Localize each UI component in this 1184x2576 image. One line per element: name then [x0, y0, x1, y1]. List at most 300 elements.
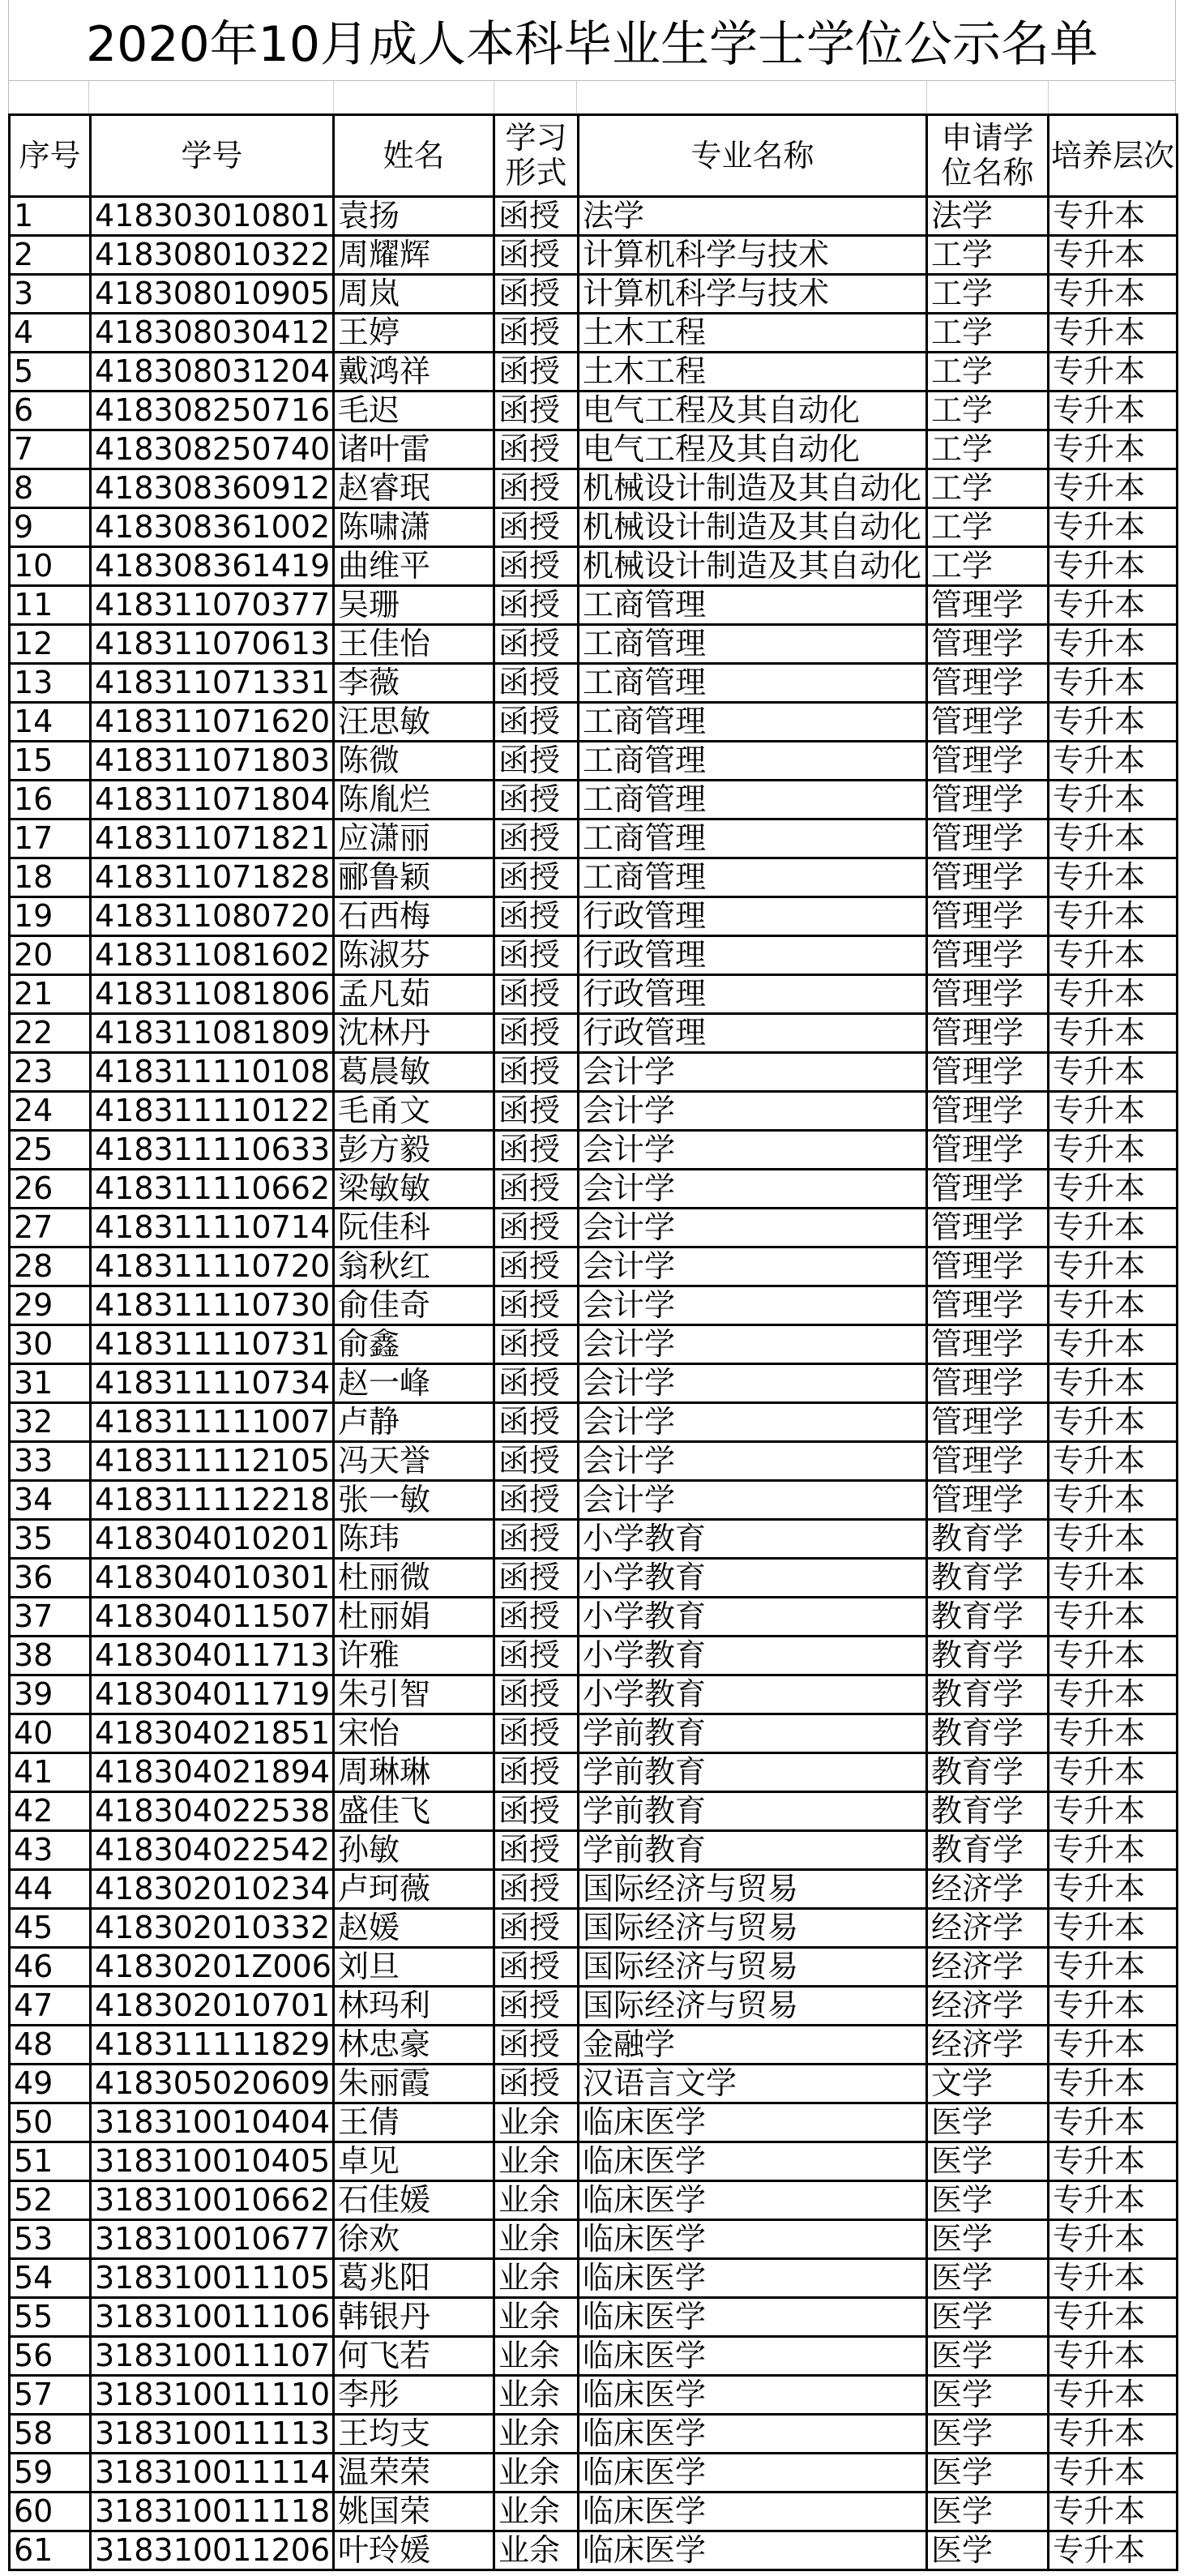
cell-major: 临床医学 — [579, 2415, 927, 2454]
cell-level: 专升本 — [1049, 1559, 1178, 1598]
cell-no: 55 — [10, 2298, 91, 2337]
cell-degree: 经济学 — [927, 1909, 1049, 1948]
cell-no: 60 — [10, 2493, 91, 2531]
cell-degree: 管理学 — [927, 1247, 1049, 1286]
cell-study-form: 函授 — [494, 353, 579, 392]
cell-name: 郦鲁颖 — [334, 858, 494, 897]
cell-student-id: 418302010234 — [91, 1870, 334, 1909]
table-row — [10, 547, 1178, 586]
cell-degree: 医学 — [927, 2142, 1049, 2181]
cell-degree: 管理学 — [927, 742, 1049, 781]
table-row — [10, 1870, 1178, 1909]
cell-level: 专升本 — [1049, 2531, 1178, 2570]
cell-student-id: 418308250740 — [91, 430, 334, 469]
cell-study-form: 函授 — [494, 586, 579, 625]
table-row — [10, 1364, 1178, 1403]
cell-study-form: 业余 — [494, 2142, 579, 2181]
table-row — [10, 2065, 1178, 2103]
cell-no: 20 — [10, 936, 91, 975]
cell-major: 汉语言文学 — [579, 2065, 927, 2103]
cell-student-id: 418311071828 — [91, 858, 334, 897]
cell-no: 15 — [10, 742, 91, 781]
cell-student-id: 418311071620 — [91, 703, 334, 742]
table-row — [10, 1247, 1178, 1286]
cell-name: 李彤 — [334, 2376, 494, 2415]
cell-student-id: 418311070377 — [91, 586, 334, 625]
cell-no: 11 — [10, 586, 91, 625]
cell-degree: 法学 — [927, 197, 1049, 236]
cell-name: 陈啸潇 — [334, 508, 494, 547]
cell-degree: 管理学 — [927, 1053, 1049, 1092]
cell-student-id: 418308010322 — [91, 236, 334, 275]
cell-major: 临床医学 — [579, 2376, 927, 2415]
cell-major: 临床医学 — [579, 2259, 927, 2298]
cell-level: 专升本 — [1049, 858, 1178, 897]
cell-name: 袁扬 — [334, 197, 494, 236]
cell-study-form: 函授 — [494, 1675, 579, 1714]
cell-study-form: 函授 — [494, 1325, 579, 1364]
cell-major: 临床医学 — [579, 2493, 927, 2531]
cell-no: 31 — [10, 1364, 91, 1403]
cell-name: 杜丽微 — [334, 1559, 494, 1598]
cell-student-id: 418304011507 — [91, 1598, 334, 1637]
cell-student-id: 418308361419 — [91, 547, 334, 586]
cell-level: 专升本 — [1049, 1014, 1178, 1053]
cell-degree: 管理学 — [927, 1131, 1049, 1170]
cell-student-id: 418302010701 — [91, 1987, 334, 2026]
cell-major: 会计学 — [579, 1053, 927, 1092]
table-row — [10, 1481, 1178, 1520]
cell-major: 会计学 — [579, 1403, 927, 1442]
cell-no: 14 — [10, 703, 91, 742]
cell-study-form: 函授 — [494, 664, 579, 703]
cell-degree: 管理学 — [927, 664, 1049, 703]
cell-study-form: 函授 — [494, 1364, 579, 1403]
cell-no: 52 — [10, 2181, 91, 2220]
cell-study-form: 函授 — [494, 897, 579, 936]
table-row — [10, 1286, 1178, 1325]
cell-no: 57 — [10, 2376, 91, 2415]
cell-student-id: 418304022538 — [91, 1792, 334, 1831]
cell-level: 专升本 — [1049, 897, 1178, 936]
cell-degree: 教育学 — [927, 1831, 1049, 1870]
cell-name: 戴鸿祥 — [334, 353, 494, 392]
cell-major: 法学 — [579, 197, 927, 236]
table-row — [10, 2026, 1178, 2065]
cell-no: 35 — [10, 1520, 91, 1559]
cell-name: 石西梅 — [334, 897, 494, 936]
cell-name: 王倩 — [334, 2103, 494, 2142]
cell-degree: 工学 — [927, 508, 1049, 547]
cell-student-id: 318310011206 — [91, 2531, 334, 2570]
cell-degree: 管理学 — [927, 1325, 1049, 1364]
cell-major: 工商管理 — [579, 742, 927, 781]
cell-name: 翁秋红 — [334, 1247, 494, 1286]
cell-name: 彭方毅 — [334, 1131, 494, 1170]
cell-level: 专升本 — [1049, 1481, 1178, 1520]
cell-study-form: 函授 — [494, 781, 579, 819]
cell-major: 行政管理 — [579, 936, 927, 975]
table-row — [10, 781, 1178, 819]
cell-level: 专升本 — [1049, 1131, 1178, 1170]
cell-major: 国际经济与贸易 — [579, 1870, 927, 1909]
cell-no: 44 — [10, 1870, 91, 1909]
table-row — [10, 936, 1178, 975]
cell-major: 会计学 — [579, 1364, 927, 1403]
cell-student-id: 418304021894 — [91, 1753, 334, 1792]
cell-level: 专升本 — [1049, 1675, 1178, 1714]
cell-major: 行政管理 — [579, 897, 927, 936]
cell-study-form: 业余 — [494, 2259, 579, 2298]
cell-student-id: 418304022542 — [91, 1831, 334, 1870]
cell-major: 行政管理 — [579, 975, 927, 1014]
cell-degree: 工学 — [927, 469, 1049, 508]
cell-student-id: 318310011110 — [91, 2376, 334, 2415]
cell-level: 专升本 — [1049, 1053, 1178, 1092]
cell-degree: 医学 — [927, 2220, 1049, 2259]
cell-no: 36 — [10, 1559, 91, 1598]
cell-name: 杜丽娟 — [334, 1598, 494, 1637]
table-row — [10, 664, 1178, 703]
cell-name: 卓见 — [334, 2142, 494, 2181]
table-row — [10, 2493, 1178, 2531]
cell-level: 专升本 — [1049, 1831, 1178, 1870]
table-row — [10, 1831, 1178, 1870]
cell-no: 17 — [10, 819, 91, 858]
cell-name: 曲维平 — [334, 547, 494, 586]
cell-no: 21 — [10, 975, 91, 1014]
cell-study-form: 函授 — [494, 1209, 579, 1247]
cell-name: 毛甬文 — [334, 1092, 494, 1131]
cell-study-form: 函授 — [494, 1131, 579, 1170]
cell-study-form: 函授 — [494, 1286, 579, 1325]
cell-study-form: 函授 — [494, 742, 579, 781]
cell-study-form: 函授 — [494, 1247, 579, 1286]
cell-name: 卢珂薇 — [334, 1870, 494, 1909]
cell-name: 刘旦 — [334, 1948, 494, 1987]
cell-study-form: 函授 — [494, 469, 579, 508]
cell-study-form: 函授 — [494, 1053, 579, 1092]
cell-name: 许雅 — [334, 1637, 494, 1675]
cell-level: 专升本 — [1049, 2142, 1178, 2181]
cell-no: 58 — [10, 2415, 91, 2454]
cell-study-form: 函授 — [494, 1559, 579, 1598]
cell-major: 工商管理 — [579, 586, 927, 625]
table-row — [10, 703, 1178, 742]
cell-degree: 医学 — [927, 2531, 1049, 2570]
cell-major: 学前教育 — [579, 1792, 927, 1831]
table-row — [10, 1598, 1178, 1637]
cell-level: 专升本 — [1049, 1714, 1178, 1753]
cell-study-form: 函授 — [494, 508, 579, 547]
cell-study-form: 函授 — [494, 314, 579, 353]
cell-study-form: 函授 — [494, 1014, 579, 1053]
cell-degree: 教育学 — [927, 1792, 1049, 1831]
cell-name: 赵媛 — [334, 1909, 494, 1948]
cell-level: 专升本 — [1049, 1247, 1178, 1286]
cell-study-form: 函授 — [494, 1831, 579, 1870]
cell-degree: 管理学 — [927, 1092, 1049, 1131]
cell-degree: 经济学 — [927, 2026, 1049, 2065]
table-row — [10, 1209, 1178, 1247]
cell-student-id: 318310011113 — [91, 2415, 334, 2454]
cell-degree: 工学 — [927, 430, 1049, 469]
cell-study-form: 业余 — [494, 2298, 579, 2337]
cell-level: 专升本 — [1049, 781, 1178, 819]
cell-level: 专升本 — [1049, 2337, 1178, 2376]
cell-level: 专升本 — [1049, 547, 1178, 586]
cell-major: 工商管理 — [579, 625, 927, 664]
cell-level: 专升本 — [1049, 2298, 1178, 2337]
cell-major: 临床医学 — [579, 2220, 927, 2259]
cell-study-form: 函授 — [494, 2065, 579, 2103]
cell-level: 专升本 — [1049, 703, 1178, 742]
header-row — [10, 115, 1178, 197]
cell-study-form: 业余 — [494, 2376, 579, 2415]
cell-level: 专升本 — [1049, 1442, 1178, 1481]
table-row — [10, 353, 1178, 392]
cell-degree: 医学 — [927, 2415, 1049, 2454]
cell-degree: 管理学 — [927, 1209, 1049, 1247]
table-row — [10, 2376, 1178, 2415]
cell-no: 27 — [10, 1209, 91, 1247]
cell-major: 会计学 — [579, 1442, 927, 1481]
table-row — [10, 897, 1178, 936]
cell-student-id: 418311110720 — [91, 1247, 334, 1286]
cell-student-id: 418304021851 — [91, 1714, 334, 1753]
cell-degree: 教育学 — [927, 1753, 1049, 1792]
cell-student-id: 318310010405 — [91, 2142, 334, 2181]
cell-no: 7 — [10, 430, 91, 469]
cell-no: 23 — [10, 1053, 91, 1092]
cell-name: 叶玲媛 — [334, 2531, 494, 2570]
cell-student-id: 418311110108 — [91, 1053, 334, 1092]
cell-degree: 管理学 — [927, 1286, 1049, 1325]
cell-level: 专升本 — [1049, 1637, 1178, 1675]
spreadsheet — [8, 0, 1176, 2571]
table-row — [10, 1559, 1178, 1598]
cell-name: 王均支 — [334, 2415, 494, 2454]
cell-no: 34 — [10, 1481, 91, 1520]
cell-name: 陈淑芬 — [334, 936, 494, 975]
cell-major: 小学教育 — [579, 1675, 927, 1714]
table-row — [10, 2531, 1178, 2570]
cell-name: 赵睿珉 — [334, 469, 494, 508]
table-row — [10, 2181, 1178, 2220]
cell-level: 专升本 — [1049, 236, 1178, 275]
cell-student-id: 318310011105 — [91, 2259, 334, 2298]
cell-degree: 管理学 — [927, 781, 1049, 819]
table-row — [10, 469, 1178, 508]
cell-major: 临床医学 — [579, 2181, 927, 2220]
cell-name: 朱引智 — [334, 1675, 494, 1714]
table-row — [10, 1637, 1178, 1675]
cell-study-form: 函授 — [494, 1170, 579, 1209]
cell-student-id: 418311071331 — [91, 664, 334, 703]
cell-study-form: 业余 — [494, 2415, 579, 2454]
cell-level: 专升本 — [1049, 975, 1178, 1014]
cell-study-form: 函授 — [494, 703, 579, 742]
cell-name: 赵一峰 — [334, 1364, 494, 1403]
cell-level: 专升本 — [1049, 625, 1178, 664]
cell-study-form: 函授 — [494, 1870, 579, 1909]
table-row — [10, 1092, 1178, 1131]
table-row — [10, 275, 1178, 314]
cell-degree: 管理学 — [927, 858, 1049, 897]
cell-name: 葛兆阳 — [334, 2259, 494, 2298]
cell-major: 小学教育 — [579, 1598, 927, 1637]
cell-study-form: 函授 — [494, 1092, 579, 1131]
cell-name: 陈胤烂 — [334, 781, 494, 819]
header-major: 专业名称 — [579, 115, 927, 197]
cell-level: 专升本 — [1049, 1909, 1178, 1948]
cell-study-form: 业余 — [494, 2103, 579, 2142]
cell-degree: 管理学 — [927, 1364, 1049, 1403]
cell-level: 专升本 — [1049, 1870, 1178, 1909]
cell-no: 39 — [10, 1675, 91, 1714]
cell-study-form: 业余 — [494, 2337, 579, 2376]
cell-major: 国际经济与贸易 — [579, 1987, 927, 2026]
cell-degree: 管理学 — [927, 1014, 1049, 1053]
cell-study-form: 函授 — [494, 547, 579, 586]
cell-level: 专升本 — [1049, 2259, 1178, 2298]
cell-level: 专升本 — [1049, 1209, 1178, 1247]
cell-student-id: 418311112218 — [91, 1481, 334, 1520]
cell-degree: 管理学 — [927, 819, 1049, 858]
cell-student-id: 418308361002 — [91, 508, 334, 547]
cell-degree: 教育学 — [927, 1598, 1049, 1637]
cell-student-id: 418304010301 — [91, 1559, 334, 1598]
cell-major: 国际经济与贸易 — [579, 1909, 927, 1948]
cell-no: 9 — [10, 508, 91, 547]
cell-name: 张一敏 — [334, 1481, 494, 1520]
cell-study-form: 业余 — [494, 2531, 579, 2570]
cell-level: 专升本 — [1049, 2415, 1178, 2454]
cell-student-id: 418311071821 — [91, 819, 334, 858]
cell-name: 孟凡茹 — [334, 975, 494, 1014]
cell-study-form: 函授 — [494, 392, 579, 430]
cell-major: 临床医学 — [579, 2142, 927, 2181]
cell-level: 专升本 — [1049, 197, 1178, 236]
cell-major: 金融学 — [579, 2026, 927, 2065]
cell-no: 43 — [10, 1831, 91, 1870]
cell-degree: 管理学 — [927, 625, 1049, 664]
cell-student-id: 418311110633 — [91, 1131, 334, 1170]
cell-degree: 医学 — [927, 2454, 1049, 2493]
table-row — [10, 1053, 1178, 1092]
cell-major: 小学教育 — [579, 1559, 927, 1598]
table-row — [10, 314, 1178, 353]
cell-major: 工商管理 — [579, 819, 927, 858]
cell-major: 临床医学 — [579, 2337, 927, 2376]
header-student-id: 学号 — [91, 115, 334, 197]
cell-major: 机械设计制造及其自动化 — [579, 508, 927, 547]
cell-degree: 管理学 — [927, 936, 1049, 975]
cell-major: 工商管理 — [579, 703, 927, 742]
cell-level: 专升本 — [1049, 2065, 1178, 2103]
cell-degree: 工学 — [927, 314, 1049, 353]
cell-level: 专升本 — [1049, 1092, 1178, 1131]
cell-degree: 医学 — [927, 2103, 1049, 2142]
cell-study-form: 函授 — [494, 1442, 579, 1481]
cell-study-form: 函授 — [494, 1909, 579, 1948]
cell-student-id: 418311110714 — [91, 1209, 334, 1247]
cell-study-form: 函授 — [494, 197, 579, 236]
cell-name: 沈林丹 — [334, 1014, 494, 1053]
cell-level: 专升本 — [1049, 936, 1178, 975]
cell-degree: 教育学 — [927, 1675, 1049, 1714]
cell-no: 16 — [10, 781, 91, 819]
table-row — [10, 1325, 1178, 1364]
cell-major: 会计学 — [579, 1209, 927, 1247]
cell-no: 32 — [10, 1403, 91, 1442]
cell-study-form: 函授 — [494, 236, 579, 275]
cell-study-form: 函授 — [494, 1792, 579, 1831]
cell-name: 李薇 — [334, 664, 494, 703]
cell-study-form: 函授 — [494, 1714, 579, 1753]
cell-degree: 医学 — [927, 2376, 1049, 2415]
cell-degree: 医学 — [927, 2259, 1049, 2298]
cell-major: 计算机科学与技术 — [579, 275, 927, 314]
cell-major: 工商管理 — [579, 858, 927, 897]
cell-major: 行政管理 — [579, 1014, 927, 1053]
cell-no: 41 — [10, 1753, 91, 1792]
cell-student-id: 418308360912 — [91, 469, 334, 508]
table-row — [10, 392, 1178, 430]
cell-study-form: 函授 — [494, 1948, 579, 1987]
cell-study-form: 函授 — [494, 1598, 579, 1637]
cell-degree: 教育学 — [927, 1637, 1049, 1675]
cell-degree: 管理学 — [927, 586, 1049, 625]
table-row — [10, 858, 1178, 897]
cell-degree: 管理学 — [927, 975, 1049, 1014]
cell-study-form: 函授 — [494, 1637, 579, 1675]
cell-no: 10 — [10, 547, 91, 586]
cell-student-id: 418308030412 — [91, 314, 334, 353]
cell-no: 50 — [10, 2103, 91, 2142]
table-row — [10, 508, 1178, 547]
cell-name: 姚国荣 — [334, 2493, 494, 2531]
cell-student-id: 418304010201 — [91, 1520, 334, 1559]
cell-degree: 工学 — [927, 353, 1049, 392]
cell-student-id: 418305020609 — [91, 2065, 334, 2103]
cell-degree: 教育学 — [927, 1520, 1049, 1559]
table-row — [10, 2454, 1178, 2493]
cell-name: 周琳琳 — [334, 1753, 494, 1792]
table-row — [10, 197, 1178, 236]
cell-no: 30 — [10, 1325, 91, 1364]
cell-degree: 医学 — [927, 2493, 1049, 2531]
cell-name: 石佳媛 — [334, 2181, 494, 2220]
cell-major: 小学教育 — [579, 1637, 927, 1675]
table-row — [10, 1442, 1178, 1481]
cell-name: 徐欢 — [334, 2220, 494, 2259]
cell-name: 林忠豪 — [334, 2026, 494, 2065]
table-body — [10, 197, 1178, 2570]
cell-student-id: 418311110662 — [91, 1170, 334, 1209]
cell-student-id: 318310011118 — [91, 2493, 334, 2531]
cell-degree: 管理学 — [927, 897, 1049, 936]
cell-name: 吴珊 — [334, 586, 494, 625]
cell-degree: 管理学 — [927, 1170, 1049, 1209]
cell-no: 26 — [10, 1170, 91, 1209]
cell-name: 葛晨敏 — [334, 1053, 494, 1092]
cell-no: 24 — [10, 1092, 91, 1131]
cell-major: 会计学 — [579, 1170, 927, 1209]
cell-name: 应潇丽 — [334, 819, 494, 858]
cell-major: 电气工程及其自动化 — [579, 430, 927, 469]
cell-level: 专升本 — [1049, 2103, 1178, 2142]
